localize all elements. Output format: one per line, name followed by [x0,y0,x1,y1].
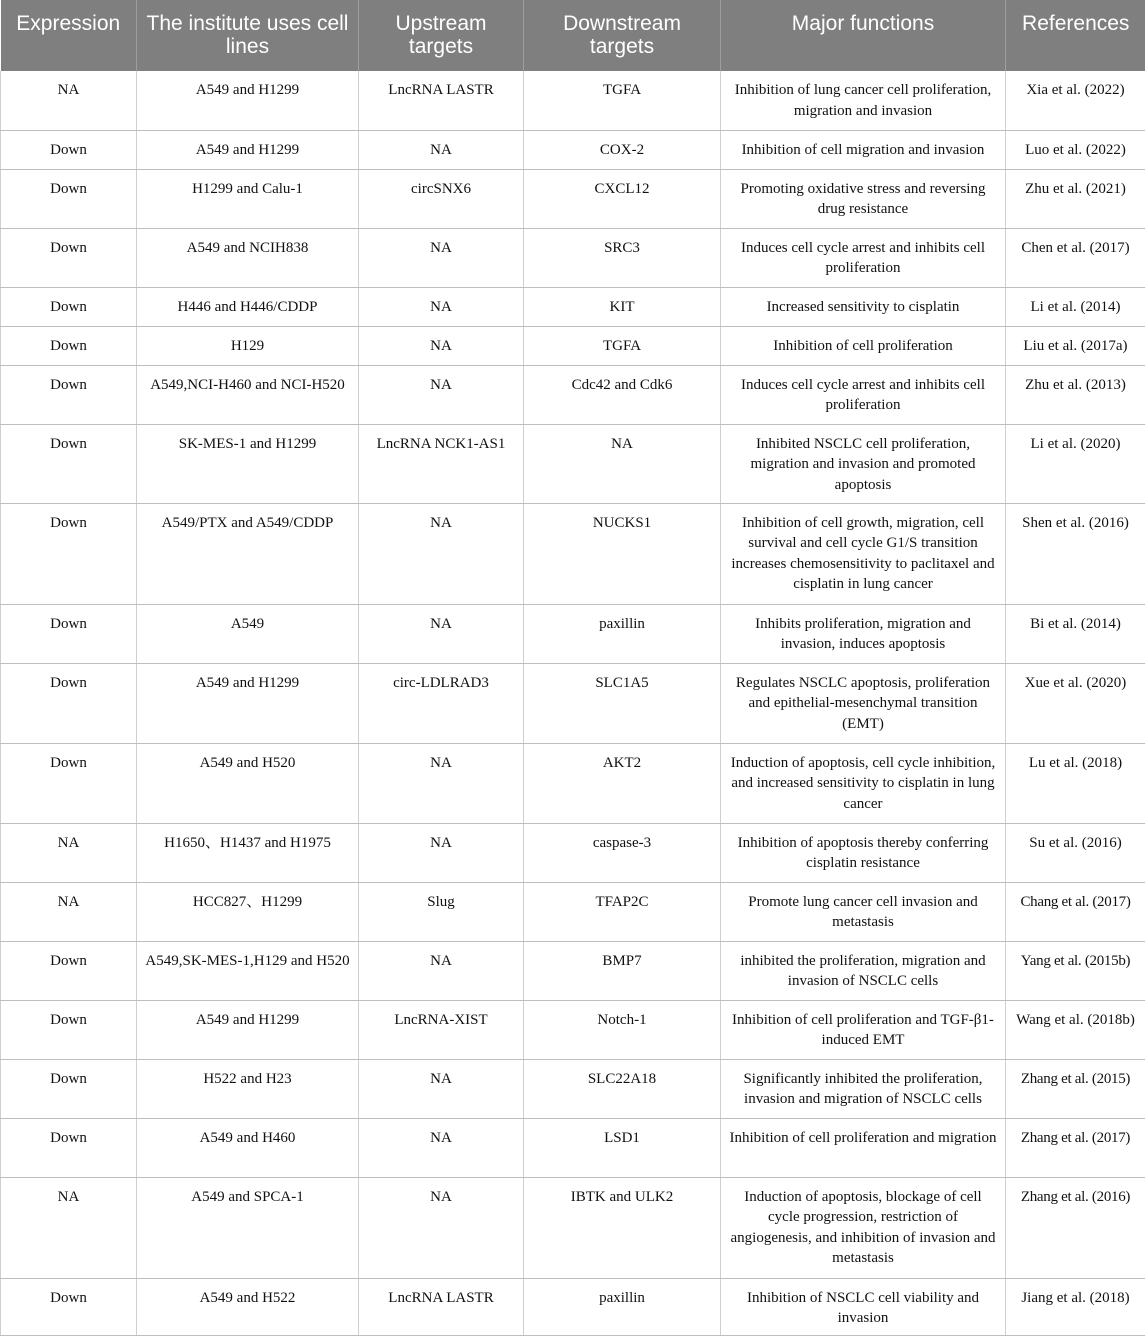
column-header-references: References [1006,0,1145,71]
cell-major-function: Inhibition of NSCLC cell viability and invasion [721,1278,1006,1335]
cell-expression: Down [1,365,137,424]
cell-major-function: Inhibition of lung cancer cell proliferation, migration and invasion [721,71,1006,130]
cell-cell-lines: A549 and SPCA-1 [137,1177,359,1278]
cell-downstream-target: SLC1A5 [524,663,721,743]
column-header-cell-lines: The institute uses cell lines [137,0,359,71]
cell-cell-lines: SK-MES-1 and H1299 [137,424,359,503]
cell-reference: Chen et al. (2017) [1006,228,1145,287]
cell-expression: Down [1,228,137,287]
cell-expression: Down [1,1278,137,1335]
cell-cell-lines: A549 and H1299 [137,71,359,130]
cell-cell-lines: A549 and NCIH838 [137,228,359,287]
cell-cell-lines: H522 and H23 [137,1059,359,1118]
cell-upstream-target: LncRNA LASTR [359,1278,524,1335]
cell-expression: Down [1,1059,137,1118]
cell-expression: NA [1,1177,137,1278]
table-row [1,287,1145,326]
cell-expression: Down [1,287,137,326]
cell-downstream-target: SLC22A18 [524,1059,721,1118]
table-row [1,365,1145,424]
cell-reference: Bi et al. (2014) [1006,604,1145,663]
cell-reference: Zhang et al. (2017) [1006,1118,1145,1177]
cell-reference: Zhang et al. (2015) [1006,1059,1145,1118]
column-header-major-functions: Major functions [721,0,1006,71]
cell-major-function: Inhibition of cell proliferation and migration [721,1118,1006,1177]
cell-downstream-target: SRC3 [524,228,721,287]
cell-upstream-target: NA [359,326,524,365]
column-header-downstream-targets: Downstream targets [524,0,721,71]
cell-major-function: Regulates NSCLC apoptosis, proliferation and epithelial-mesenchymal transition (EMT) [721,663,1006,743]
cell-downstream-target: KIT [524,287,721,326]
cell-major-function: Inhibition of apoptosis thereby conferring cisplatin resistance [721,823,1006,882]
cell-cell-lines: A549 and H520 [137,743,359,823]
column-header-upstream-targets: Upstream targets [359,0,524,71]
cell-major-function: inhibited the proliferation, migration and invasion of NSCLC cells [721,941,1006,1000]
cell-upstream-target: Slug [359,882,524,941]
cell-reference: Zhu et al. (2013) [1006,365,1145,424]
cell-upstream-target: LncRNA LASTR [359,71,524,130]
table-row [1,1118,1145,1177]
cell-downstream-target: NUCKS1 [524,503,721,604]
cell-expression: Down [1,169,137,228]
table-row [1,1278,1145,1335]
cell-major-function: Induces cell cycle arrest and inhibits cell proliferation [721,365,1006,424]
cell-expression: Down [1,743,137,823]
cell-downstream-target: Notch-1 [524,1000,721,1059]
cell-major-function: Inhibits proliferation, migration and invasion, induces apoptosis [721,604,1006,663]
cell-upstream-target: NA [359,743,524,823]
cell-upstream-target: NA [359,1118,524,1177]
cell-downstream-target: TFAP2C [524,882,721,941]
cell-upstream-target: NA [359,604,524,663]
cell-upstream-target: LncRNA NCK1-AS1 [359,424,524,503]
cell-upstream-target: circ-LDLRAD3 [359,663,524,743]
table-row [1,823,1145,882]
column-header-expression: Expression [1,0,137,71]
table-row [1,1000,1145,1059]
cell-expression: Down [1,941,137,1000]
cell-expression: Down [1,424,137,503]
cell-reference: Li et al. (2014) [1006,287,1145,326]
cell-cell-lines: A549 and H460 [137,1118,359,1177]
cell-upstream-target: NA [359,1177,524,1278]
cell-reference: Liu et al. (2017a) [1006,326,1145,365]
cell-reference: Su et al. (2016) [1006,823,1145,882]
cell-reference: Li et al. (2020) [1006,424,1145,503]
cell-major-function: Inhibition of cell proliferation and TGF-β1-induced EMT [721,1000,1006,1059]
table-body [1,71,1145,1335]
cell-cell-lines: A549 and H522 [137,1278,359,1335]
cell-cell-lines: A549 and H1299 [137,130,359,169]
cell-expression: Down [1,326,137,365]
cell-reference: Zhu et al. (2021) [1006,169,1145,228]
cell-expression: NA [1,823,137,882]
cell-upstream-target: NA [359,941,524,1000]
cell-downstream-target: AKT2 [524,743,721,823]
table-row [1,326,1145,365]
cell-upstream-target: NA [359,1059,524,1118]
cell-reference: Yang et al. (2015b) [1006,941,1145,1000]
cell-major-function: Increased sensitivity to cisplatin [721,287,1006,326]
cell-cell-lines: A549 and H1299 [137,1000,359,1059]
cell-cell-lines: A549/PTX and A549/CDDP [137,503,359,604]
table-row [1,424,1145,503]
cell-downstream-target: LSD1 [524,1118,721,1177]
cell-cell-lines: A549,SK-MES-1,H129 and H520 [137,941,359,1000]
cell-downstream-target: TGFA [524,326,721,365]
table-row [1,604,1145,663]
cell-reference: Zhang et al. (2016) [1006,1177,1145,1278]
table-row [1,743,1145,823]
table-row [1,882,1145,941]
cell-cell-lines: H446 and H446/CDDP [137,287,359,326]
cell-expression: Down [1,130,137,169]
cell-upstream-target: circSNX6 [359,169,524,228]
cell-cell-lines: A549,NCI-H460 and NCI-H520 [137,365,359,424]
cell-major-function: Inhibition of cell growth, migration, cell survival and cell cycle G1/S transition increases chemosensitivity to paclitaxel and cisplatin in lung cancer [721,503,1006,604]
table-row [1,503,1145,604]
cell-downstream-target: caspase-3 [524,823,721,882]
cell-reference: Shen et al. (2016) [1006,503,1145,604]
cell-expression: Down [1,503,137,604]
table-row [1,663,1145,743]
cell-downstream-target: IBTK and ULK2 [524,1177,721,1278]
cell-downstream-target: Cdc42 and Cdk6 [524,365,721,424]
cell-major-function: Induction of apoptosis, cell cycle inhibition, and increased sensitivity to cisplatin in lung cancer [721,743,1006,823]
cell-reference: Jiang et al. (2018) [1006,1278,1145,1335]
cell-reference: Lu et al. (2018) [1006,743,1145,823]
header-row [1,0,1145,71]
cell-cell-lines: H1299 and Calu-1 [137,169,359,228]
cell-major-function: Significantly inhibited the proliferation, invasion and migration of NSCLC cells [721,1059,1006,1118]
cell-reference: Xia et al. (2022) [1006,71,1145,130]
cell-major-function: Inhibited NSCLC cell proliferation, migration and invasion and promoted apoptosis [721,424,1006,503]
cell-cell-lines: H129 [137,326,359,365]
cell-downstream-target: BMP7 [524,941,721,1000]
cell-upstream-target: NA [359,365,524,424]
cell-downstream-target: COX-2 [524,130,721,169]
cell-upstream-target: NA [359,228,524,287]
table-row [1,1177,1145,1278]
cell-expression: Down [1,1000,137,1059]
cell-downstream-target: paxillin [524,604,721,663]
cell-major-function: Promoting oxidative stress and reversing drug resistance [721,169,1006,228]
cell-expression: NA [1,882,137,941]
cell-cell-lines: HCC827、H1299 [137,882,359,941]
table-row [1,941,1145,1000]
cell-major-function: Promote lung cancer cell invasion and metastasis [721,882,1006,941]
cell-cell-lines: A549 [137,604,359,663]
cell-upstream-target: NA [359,130,524,169]
cell-expression: Down [1,1118,137,1177]
cell-major-function: Induction of apoptosis, blockage of cell cycle progression, restriction of angiogenesis, and inhibition of invasion and metastasis [721,1177,1006,1278]
cell-expression: Down [1,663,137,743]
cell-cell-lines: A549 and H1299 [137,663,359,743]
cell-expression: Down [1,604,137,663]
table-row [1,130,1145,169]
cell-downstream-target: NA [524,424,721,503]
cell-reference: Luo et al. (2022) [1006,130,1145,169]
table-row [1,169,1145,228]
cell-reference: Chang et al. (2017) [1006,882,1145,941]
cell-downstream-target: CXCL12 [524,169,721,228]
cell-downstream-target: TGFA [524,71,721,130]
table-row [1,228,1145,287]
table-header [1,0,1145,71]
cell-upstream-target: NA [359,287,524,326]
cell-downstream-target: paxillin [524,1278,721,1335]
cell-cell-lines: H1650、H1437 and H1975 [137,823,359,882]
cell-reference: Wang et al. (2018b) [1006,1000,1145,1059]
cell-major-function: Inhibition of cell migration and invasion [721,130,1006,169]
cell-major-function: Inhibition of cell proliferation [721,326,1006,365]
cell-expression: NA [1,71,137,130]
cell-upstream-target: NA [359,503,524,604]
cell-major-function: Induces cell cycle arrest and inhibits cell proliferation [721,228,1006,287]
cell-upstream-target: LncRNA-XIST [359,1000,524,1059]
table-row [1,1059,1145,1118]
cell-upstream-target: NA [359,823,524,882]
table-row [1,71,1145,130]
cell-reference: Xue et al. (2020) [1006,663,1145,743]
